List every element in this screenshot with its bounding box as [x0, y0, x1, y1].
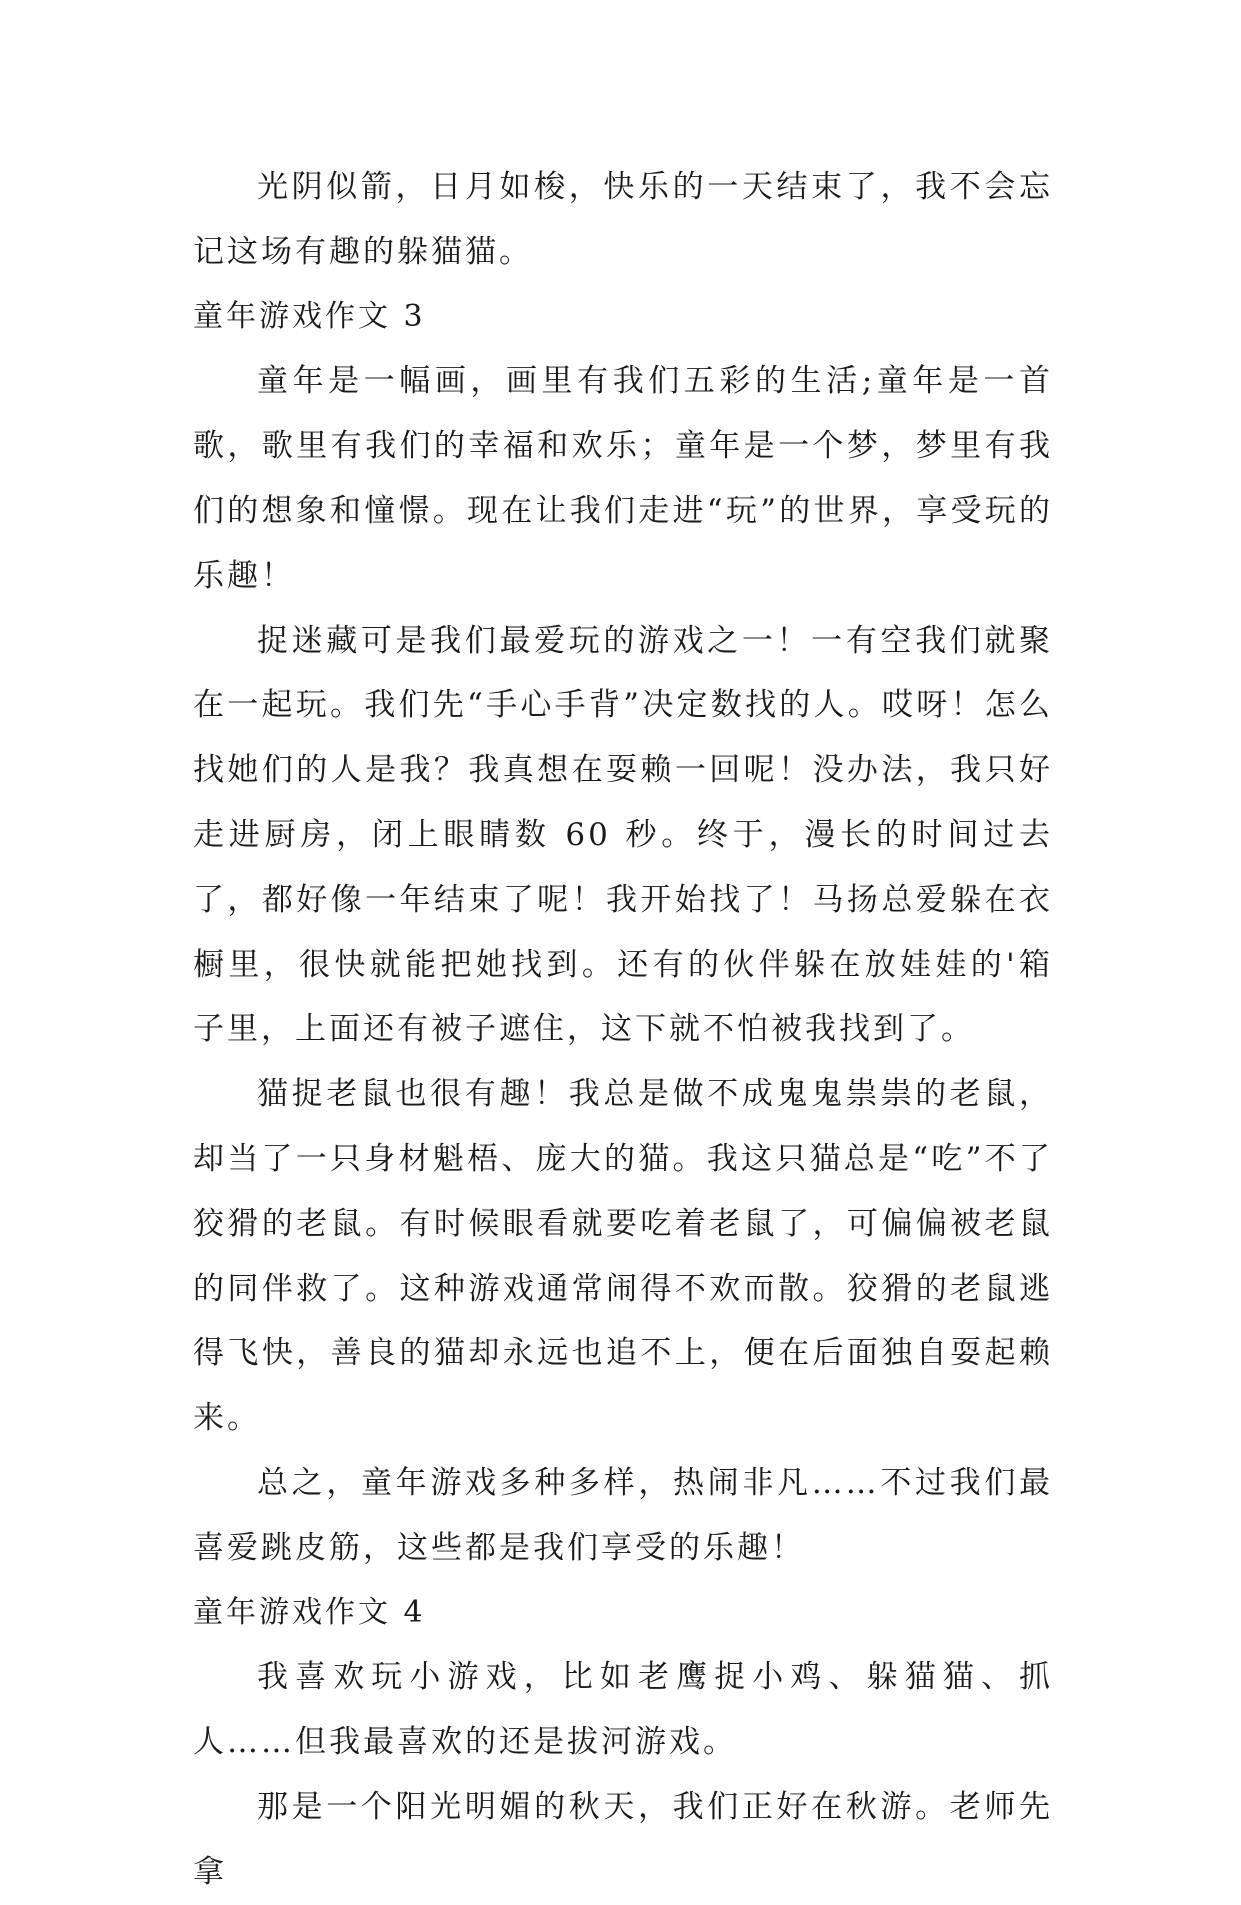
- document-body: [193, 155, 1053, 1905]
- paragraph: 童年是一幅画，画里有我们五彩的生活;童年是一首歌，歌里有我们的幸福和欢乐；童年是一个梦，梦里有我们的想象和憧憬。现在让我们走进“玩”的世界，享受玩的乐趣！: [193, 363, 1053, 594]
- paragraph: 捉迷藏可是我们最爱玩的游戏之一！一有空我们就聚在一起玩。我们先“手心手背”决定数找的人。哎呀！怎么找她们的人是我？我真想在耍赖一回呢！没办法，我只好走进厨房，闭上眼睛数 60 秒。终于，漫长的时间过去了，都好像一年结束了呢！我开始找了！马扬总爱躲在衣橱里，很快就能把她找到。还有的伙伴躲在放娃娃的'箱子里，上面还有被子遮住，这下就不怕被我找到了。: [193, 622, 1053, 1048]
- paragraph: 光阴似箭，日月如梭，快乐的一天结束了，我不会忘记这场有趣的躲猫猫。: [193, 169, 1053, 270]
- paragraph: 猫捉老鼠也很有趣！我总是做不成鬼鬼祟祟的老鼠，却当了一只身材魁梧、庞大的猫。我这只猫总是“吃”不了狡猾的老鼠。有时候眼看就要吃着老鼠了，可偏偏被老鼠的同伴救了。这种游戏通常闹得不欢而散。狡猾的老鼠逃得飞快，善良的猫却永远也追不上，便在后面独自耍起赖来。: [193, 1076, 1053, 1437]
- section-heading: 童年游戏作文 4: [193, 1594, 426, 1630]
- paragraph: 总之，童年游戏多种多样，热闹非凡……不过我们最喜爱跳皮筋，这些都是我们享受的乐趣！: [193, 1464, 1053, 1566]
- paragraph: 那是一个阳光明媚的秋天，我们正好在秋游。老师先拿: [193, 1788, 1053, 1890]
- section-heading: 童年游戏作文 3: [193, 298, 426, 334]
- paragraph: 我喜欢玩小游戏，比如老鹰捉小鸡、躲猫猫、抓人……但我最喜欢的还是拔河游戏。: [193, 1659, 1053, 1761]
